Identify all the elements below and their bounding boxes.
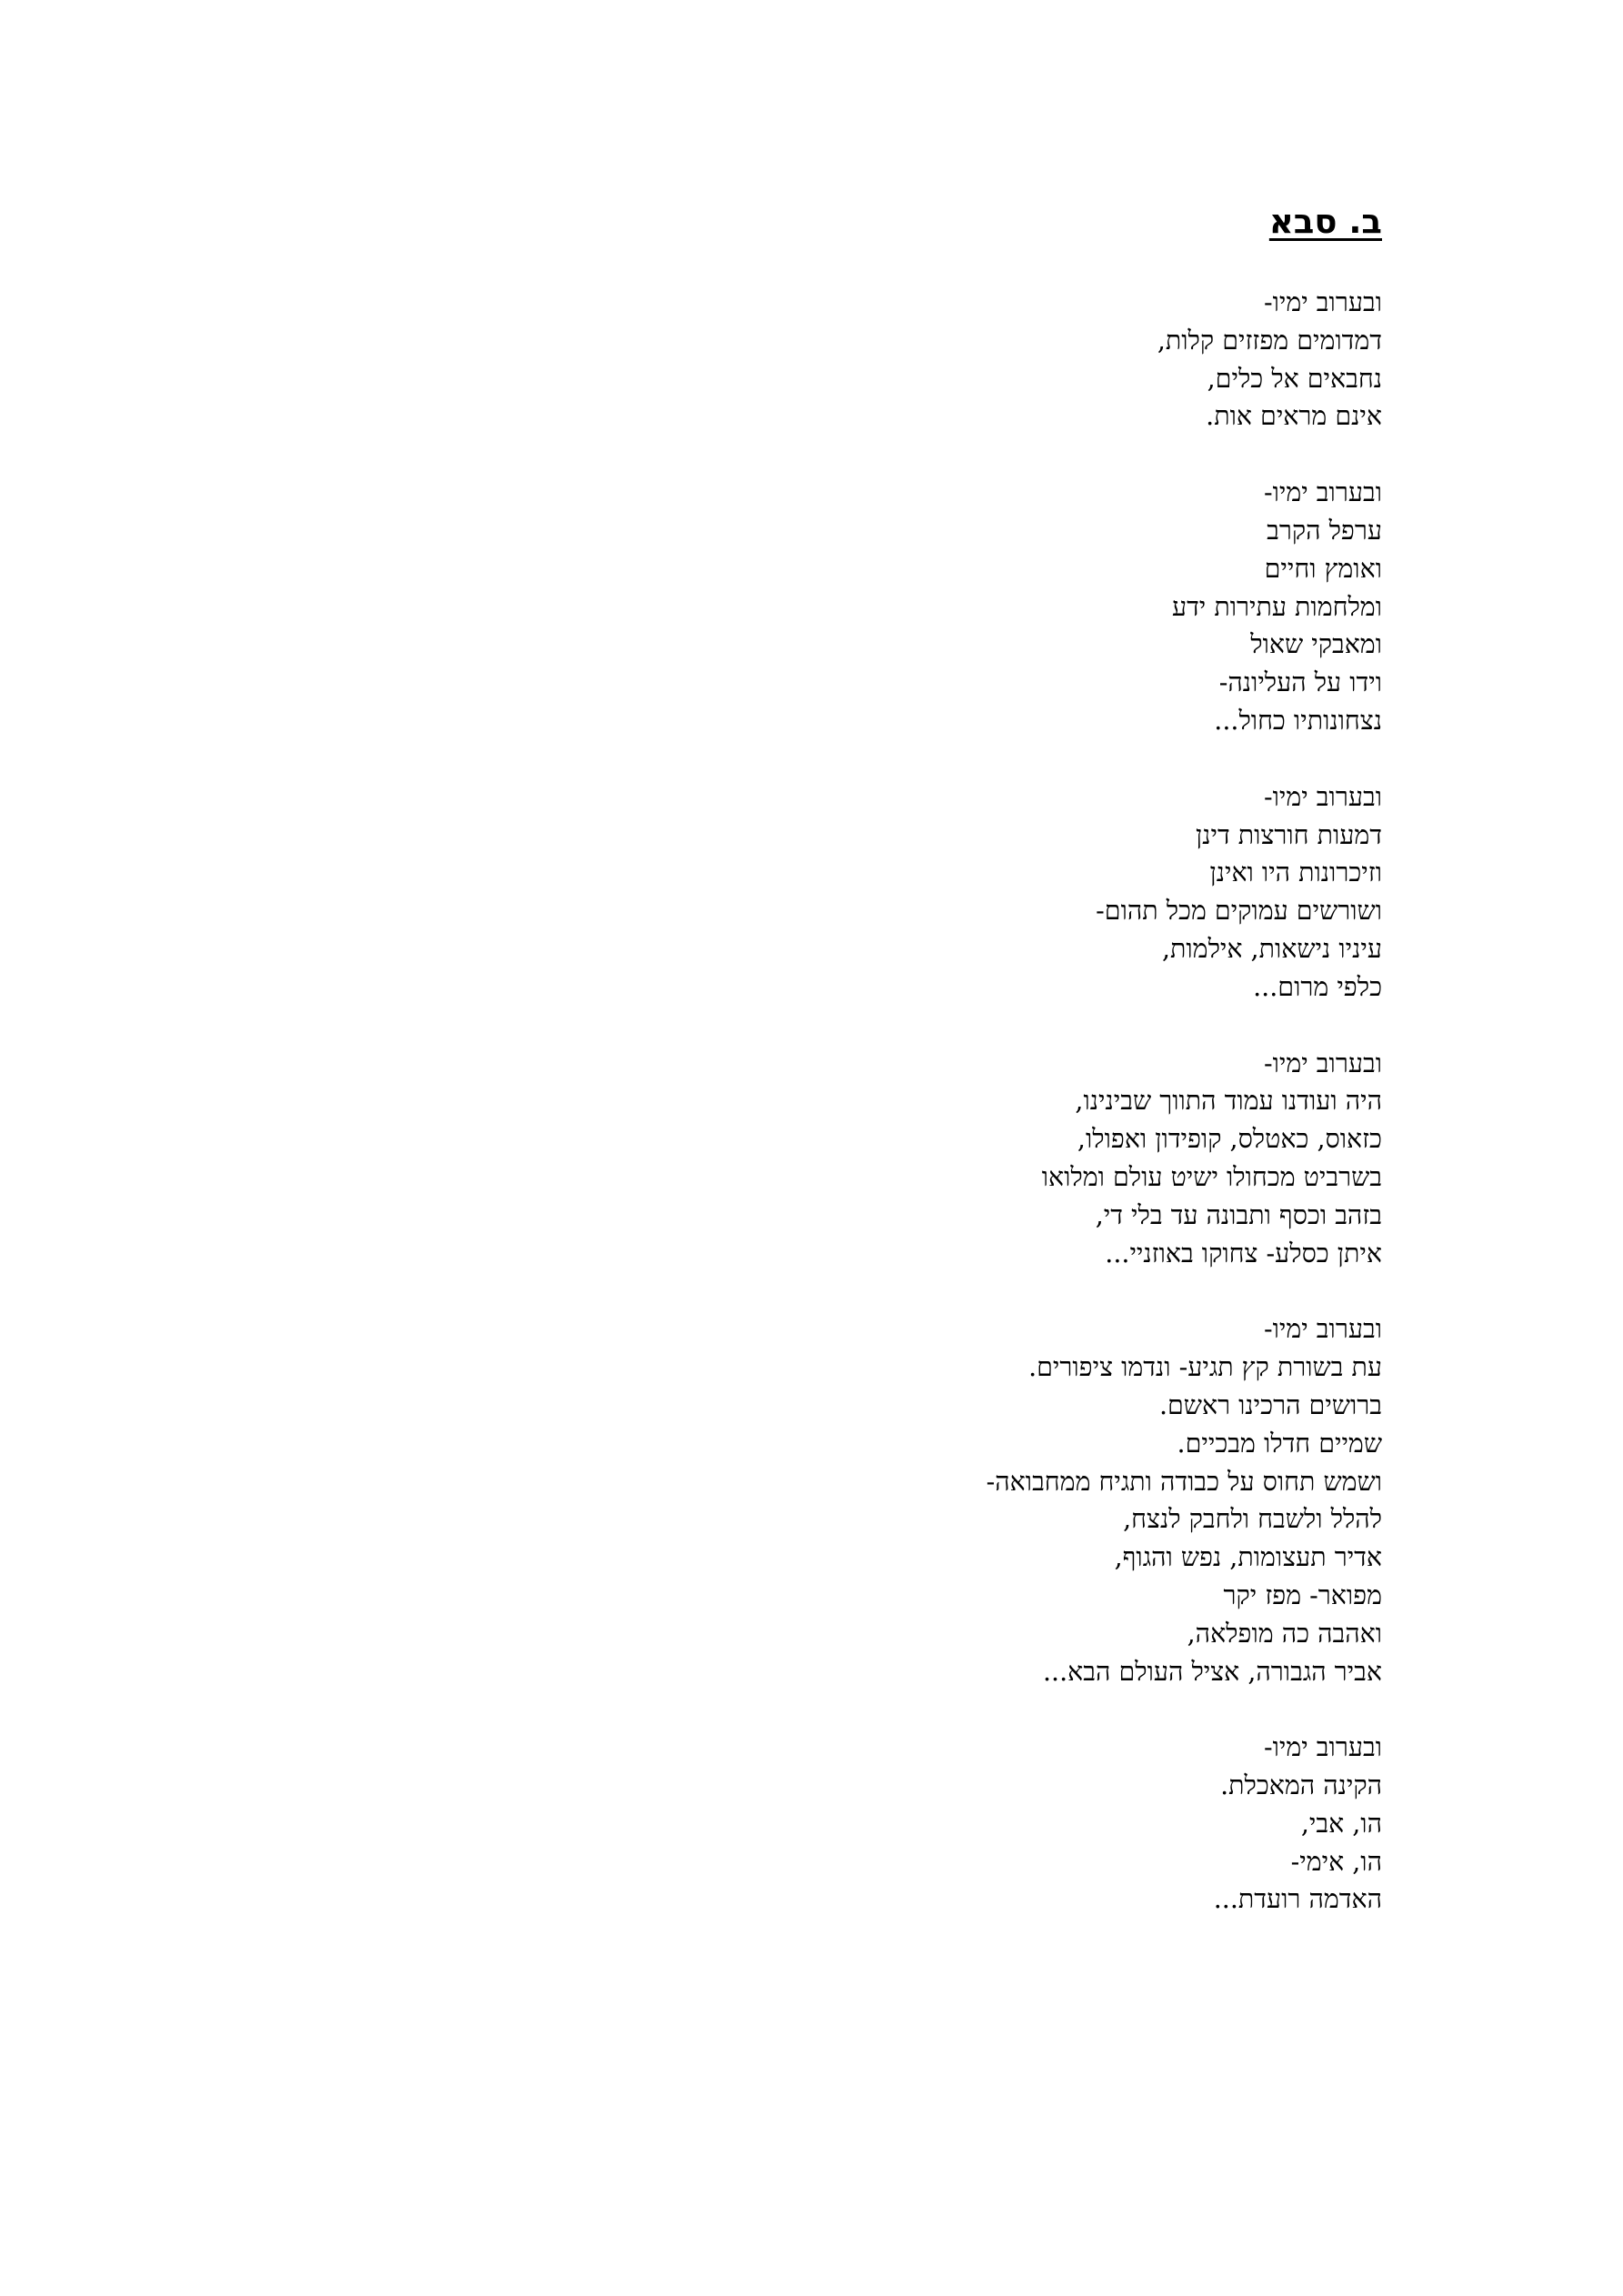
poem-line: ובערוב ימיו- xyxy=(1263,781,1382,812)
poem-line: הו, אבי, xyxy=(1300,1808,1382,1839)
poem-title: ב. סבא xyxy=(1268,202,1382,241)
stanza-2 xyxy=(291,474,1382,740)
poem-line: ואומץ וחיים xyxy=(1264,553,1382,584)
poem-line: אדיר תעצומות, נפש והגוף, xyxy=(1114,1542,1382,1573)
poem-line: דמעות חורצות דינן xyxy=(1196,819,1382,850)
poem-line: ומלחמות עתירות ידע xyxy=(1171,591,1382,622)
poem-line: מפואר- מפז יקר xyxy=(1223,1579,1382,1610)
poem-line: נצחונותיו כחול... xyxy=(1214,705,1382,736)
poem-line: הו, אימי- xyxy=(1290,1846,1382,1877)
poem-line: שמיים חדלו מבכיים. xyxy=(1177,1428,1382,1459)
poem-line: נחבאים אל כלים, xyxy=(1207,363,1382,394)
poem-line: היה ועודנו עמוד התווך שבינינו, xyxy=(1075,1086,1382,1117)
stanza-4 xyxy=(291,1045,1382,1273)
poem-line: כזאוס, כאטלס, קופידון ואפולו, xyxy=(1077,1124,1382,1155)
poem-line: בזהב וכסף ותבונה עד בלי די, xyxy=(1095,1199,1382,1230)
poem-line: איתן כסלע- צחוקו באוזניי... xyxy=(1105,1238,1382,1268)
poem-line: בשרביט מכחולו ישיט עולם ומלואו xyxy=(1041,1161,1382,1192)
poem-line: ברושים הרכינו ראשם. xyxy=(1158,1389,1382,1420)
poem-line: ובערוב ימיו- xyxy=(1263,1048,1382,1078)
stanza-3 xyxy=(291,778,1382,1007)
poem-line: ובערוב ימיו- xyxy=(1263,477,1382,508)
poem-line: האדמה רועדת... xyxy=(1213,1884,1382,1915)
poem-line: אינם מראים אות. xyxy=(1206,401,1382,432)
poem-line: ושמש תחוס על כבודה ותגיח ממחבואה- xyxy=(986,1466,1382,1497)
poem-line: ובערוב ימיו- xyxy=(1263,287,1382,317)
poem-line: עיניו נישאות, אילמות, xyxy=(1161,933,1382,964)
poem-line: ובערוב ימיו- xyxy=(1263,1732,1382,1763)
poem-line: כלפי מרום... xyxy=(1253,971,1382,1002)
poem-line: להלל ולשבח ולחבק לנצח, xyxy=(1123,1504,1382,1535)
poem-line: הקינה המאכלת. xyxy=(1220,1770,1382,1801)
poem-line: עת בשורת קץ תגיע- ונדמו ציפורים. xyxy=(1028,1352,1382,1383)
poem-body xyxy=(291,284,1382,1957)
poem-line: אביר הגבורה, אציל העולם הבא... xyxy=(1042,1656,1382,1687)
poem-line: וידו על העליונה- xyxy=(1218,667,1382,698)
stanza-6 xyxy=(291,1729,1382,1919)
poem-line: ואהבה כה מופלאה, xyxy=(1187,1618,1382,1649)
poem-line: דמדומים מפזזים קלות, xyxy=(1157,325,1382,356)
poem-line: ערפל הקרב xyxy=(1267,515,1382,546)
poem-line: ובערוב ימיו- xyxy=(1263,1314,1382,1345)
stanza-5 xyxy=(291,1310,1382,1690)
poem-line: ושורשים עמוקים מכל תהום- xyxy=(1096,896,1382,927)
stanza-1 xyxy=(291,284,1382,436)
poem-line: ומאבקי שאול xyxy=(1250,629,1382,660)
poem-line: וזיכרונות היו ואינן xyxy=(1209,857,1382,888)
